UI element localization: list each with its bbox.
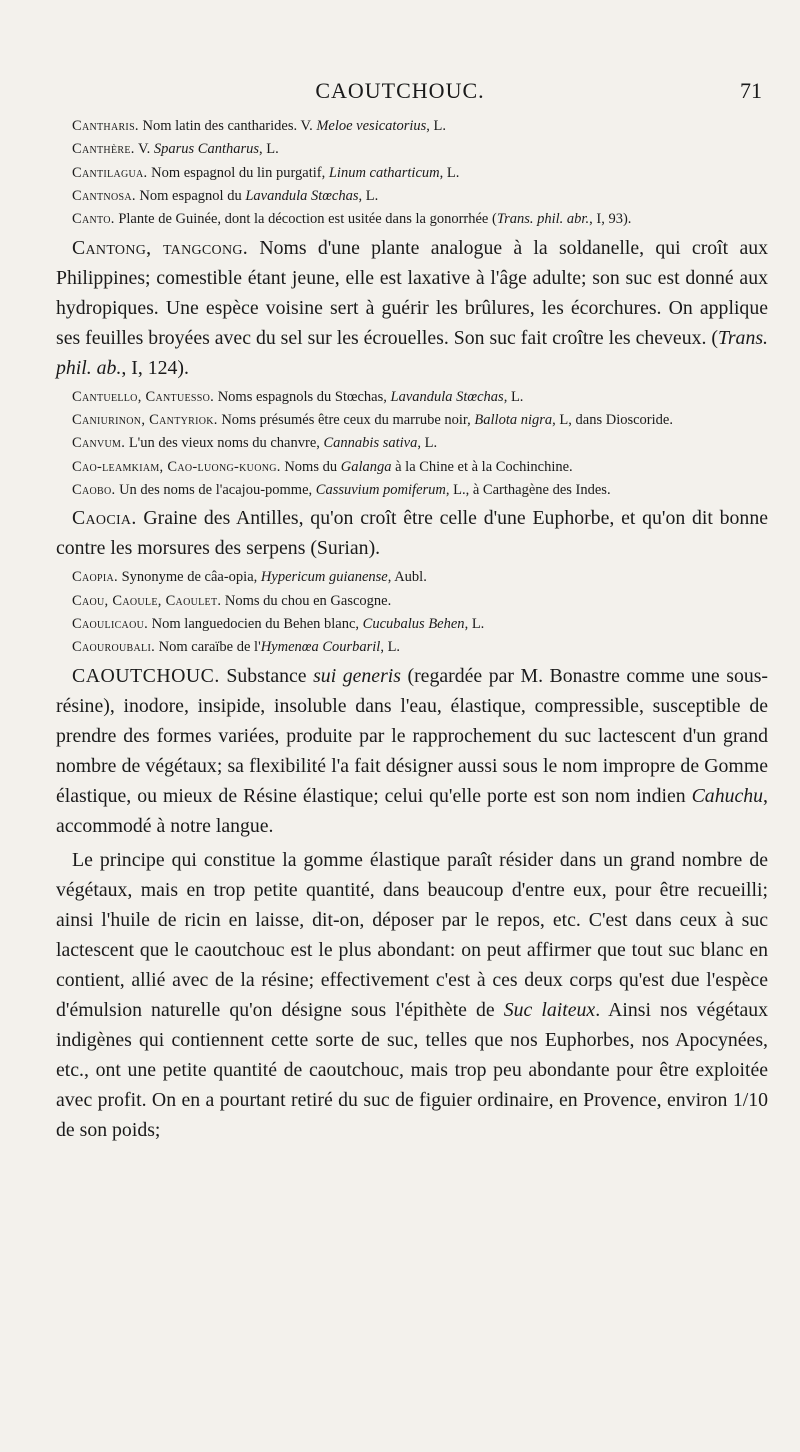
text-run: Noms d'une plante analogue à la soldanelle, qui croît aux Philippines; comestible étant jeune, elle est laxative à l'âge adulte; son suc est donné aux hydropiques. Une espèce voisine sert à guérir les brûlures, les écorchures. On applique ses feuilles broyées avec du sel sur les écrouelles. Son suc fait croître les cheveux. ( — [56, 236, 769, 349]
text-run: Nom latin des cantharides. V. — [138, 118, 317, 134]
dictionary-entry — [56, 503, 768, 563]
text-run: . Ainsi nos végétaux indigènes qui contiennent cette sorte de suc, telles que nos Euphorbes, nos Apocynées, etc., ont une petite quantité de caoutchouc, mais trop peu abondante pour être exploitée avec profit. On en a pourtant retiré du suc de figuier ordinaire, en Provence, environ 1/10 de son poids; — [56, 998, 769, 1141]
italic-term: Trans. phil. abr. — [496, 211, 590, 228]
entry-headword: Caou, Caoule, Caoulet. — [72, 592, 222, 609]
text-run: Nom espagnol du — [135, 187, 246, 204]
text-run: , Aubl. — [387, 569, 427, 586]
page-body — [56, 116, 768, 1145]
dictionary-entry — [56, 614, 768, 636]
entry-headword: Cantilagua. — [72, 164, 148, 181]
dictionary-entry — [56, 139, 768, 161]
text-run: Plante de Guinée, dont la décoction est usitée dans la gonorrhée ( — [114, 211, 497, 228]
italic-term: Hymenœa Courbaril — [260, 639, 381, 656]
text-run: Nom espagnol du lin purgatif, — [147, 164, 329, 181]
entry-headword: Caobo. — [72, 481, 116, 498]
dictionary-entry — [56, 186, 768, 208]
italic-term: Lavandula Stœchas — [245, 187, 359, 204]
text-run: L'un des vieux noms du chanvre, — [125, 435, 324, 452]
text-run: Le principe qui constitue la gomme élastique paraît résider dans un grand nombre de végétaux, mais en trop petite quantité, dans beaucoup d'entre eux, pour être recueilli; ainsi l'huile de ricin en laisse, dit-on, déposer par le repos, etc. C'est dans ceux à suc lactescent que le caoutchouc est le plus abondant: on peut affirmer que tout suc blanc en contient, allié avec de la résine; effectivement c'est à ces deux corps qu'est due l'espèce d'émulsion naturelle qu'on désigne sous l'épithète de — [56, 848, 768, 1021]
entry-headword: Caopia. — [72, 569, 118, 586]
dictionary-entry — [56, 116, 768, 138]
text-run: , L. — [464, 615, 485, 632]
dictionary-entry — [56, 591, 768, 613]
entry-headword: Caoulicaou. — [72, 615, 149, 632]
text-run: , L. — [259, 141, 279, 158]
dictionary-entry — [56, 661, 768, 841]
text-run: Noms du — [280, 458, 341, 475]
italic-term: Cahuchu — [691, 784, 764, 807]
dictionary-entry — [56, 410, 768, 432]
entry-headword: CAOUTCHOUC. — [72, 664, 220, 687]
dictionary-entry — [56, 163, 768, 185]
text-run: , L., à Carthagène des Indes. — [445, 481, 611, 498]
italic-term: Meloe vesicatorius — [316, 118, 427, 134]
dictionary-entry — [56, 480, 768, 502]
italic-term: Cannabis sativa — [323, 435, 418, 452]
dictionary-entry — [56, 387, 768, 409]
entry-headword: Canto. — [72, 211, 115, 228]
text-run: Noms espagnols du Stœchas, — [214, 388, 391, 405]
body-paragraph — [56, 845, 768, 1145]
text-run: Noms présumés être ceux du marrube noir, — [217, 411, 475, 428]
text-run: Graine des Antilles, qu'on croît être celle d'une Euphorbe, et qu'on dit bonne contre les morsures des serpens (Surian). — [56, 507, 768, 560]
entry-headword: Caniurinon, Cantyriok. — [72, 411, 218, 428]
italic-term: sui generis — [313, 664, 401, 687]
entry-headword: Cantuello, Cantuesso. — [72, 388, 215, 405]
dictionary-entry — [56, 433, 768, 455]
dictionary-entry — [56, 209, 768, 231]
text-run: , L. — [417, 435, 438, 452]
text-run: Synonyme de câa-opia, — [117, 569, 261, 586]
text-run: Nom languedocien du Behen blanc, — [148, 615, 363, 632]
page-number: 71 — [740, 78, 762, 103]
dictionary-entry — [56, 567, 768, 589]
text-run: Nom caraïbe de l' — [155, 639, 261, 656]
entry-headword: Cantnosa. — [72, 187, 136, 204]
text-run: , L. — [426, 118, 446, 134]
text-run: Noms du chou en Gascogne. — [221, 592, 392, 609]
text-run: Un des noms de l'acajou-pomme, — [115, 481, 316, 498]
page-header — [0, 78, 800, 108]
text-run: , accommodé à notre langue. — [56, 784, 768, 837]
running-title: CAOUTCHOUC. — [315, 78, 485, 103]
text-run: , L. — [358, 187, 379, 204]
text-run: , I, 124). — [121, 356, 189, 379]
italic-term: Trans. phil. ab. — [56, 326, 768, 379]
dictionary-entry — [56, 233, 768, 383]
italic-term: Galanga — [340, 458, 392, 475]
italic-term: Linum catharticum — [328, 164, 440, 181]
italic-term: Sparus Cantharus — [153, 141, 260, 158]
dictionary-entry — [56, 637, 768, 659]
italic-term: Lavandula Stœchas — [390, 388, 504, 405]
entry-headword: Cantong, tangcong. — [72, 236, 249, 259]
text-run: , I, 93). — [589, 211, 632, 228]
text-run: (regardée par M. Bonastre comme une sous-résine), inodore, insipide, insoluble dans l'eau, élastique, compressible, susceptible de prendre des formes variées, produite par le rapprochement du suc lactescent d'un grand nombre de végétaux; sa flexibilité l'a fait désigner aussi sous le nom impropre de Gomme élastique, ou mieux de Résine élastique; celui qu'elle porte est son nom indien — [56, 664, 769, 807]
entry-headword: Caouroubali. — [72, 639, 156, 656]
entry-headword: Canvum. — [72, 435, 126, 452]
entry-headword: Cantharis. — [72, 118, 139, 134]
italic-term: Ballota nigra — [474, 411, 553, 428]
text-run: , L. — [439, 164, 460, 181]
entry-headword: Canthère. — [72, 141, 135, 158]
italic-term: Suc laiteux — [503, 998, 596, 1021]
entry-headword: Caocia. — [72, 507, 137, 530]
text-run: Substance — [219, 664, 314, 687]
text-run: , L. — [503, 388, 524, 405]
text-run: V. — [134, 141, 154, 158]
text-run: , L. — [380, 639, 401, 656]
italic-term: Cassuvium pomiferum — [315, 481, 446, 498]
italic-term: Hypericum guianense — [260, 569, 388, 586]
italic-term: Cucubalus Behen — [362, 615, 465, 632]
text-run: , L, dans Dioscoride. — [552, 411, 673, 428]
dictionary-entry — [56, 457, 768, 479]
entry-headword: Cao-leamkiam, Cao-luong-kuong. — [72, 458, 281, 475]
text-run: à la Chine et à la Cochinchine. — [391, 458, 573, 475]
